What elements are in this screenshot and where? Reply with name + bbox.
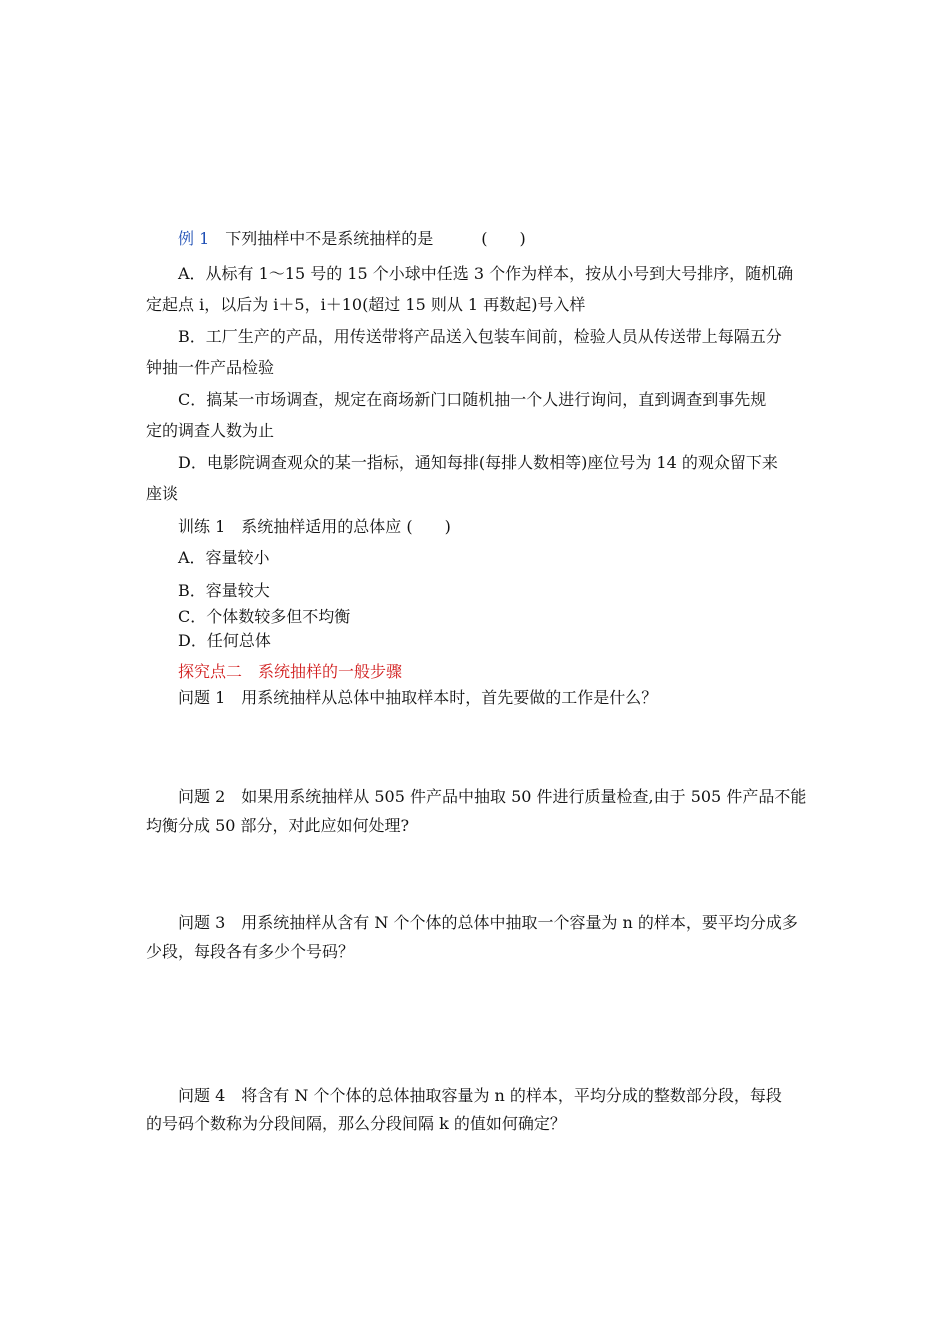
training1-label: 训练 1 [178,517,226,536]
example1-option-d-line2: 座谈 [146,484,179,503]
example1-option-a-line2: 定起点 i，以后为 i＋5，i＋10(超过 15 则从 1 再数起)号入样 [146,295,586,314]
section-label: 探究点二 [178,662,243,681]
training1-option-d: D．任何总体 [178,631,271,650]
training1-header [178,516,451,538]
question1 [178,687,657,709]
training1-stem: 系统抽样适用的总体应 ( ) [241,517,451,536]
example1-header [178,228,526,250]
training1-option-b: B．容量较大 [178,581,270,600]
question4-line2: 的号码个数称为分段间隔，那么分段间隔 k 的值如何确定？ [146,1114,566,1133]
question4-text: 将含有 N 个个体的总体抽取容量为 n 的样本，平均分成的整数部分段，每段 [241,1086,782,1105]
question4-line1 [178,1085,782,1107]
question2-line2: 均衡分成 50 部分，对此应如何处理? [146,816,410,835]
section-heading [178,661,402,683]
example1-label: 例 1 [178,229,210,248]
example1-option-b-line1: B．工厂生产的产品，用传送带将产品送入包装车间前，检验人员从传送带上每隔五分 [178,327,782,346]
example1-answer-paren: ( ) [481,229,526,248]
example1-option-c-line2: 定的调查人数为止 [146,421,275,440]
example1-stem: 下列抽样中不是系统抽样的是 [225,229,434,248]
question4-label: 问题 4 [178,1086,226,1105]
question2-text: 如果用系统抽样从 505 件产品中抽取 50 件进行质量检查,由于 505 件产品不能 [241,787,807,806]
question2-line1 [178,786,806,808]
training1-option-a: A．容量较小 [178,548,270,567]
question3-text: 用系统抽样从含有 N 个个体的总体中抽取一个容量为 n 的样本，要平均分成多 [241,913,798,932]
example1-option-c-line1: C．搞某一市场调查，规定在商场新门口随机抽一个人进行询问，直到调查到事先规 [178,390,767,409]
question1-label: 问题 1 [178,688,226,707]
question3-line1 [178,912,798,934]
question3-line2: 少段，每段各有多少个号码？ [146,942,355,961]
question1-text: 用系统抽样从总体中抽取样本时，首先要做的工作是什么？ [241,688,658,707]
example1-option-a-line1: A．从标有 1～15 号的 15 个小球中任选 3 个作为样本，按从小号到大号排序，随机确 [178,264,794,283]
training1-option-c: C．个体数较多但不均衡 [178,607,351,626]
question3-label: 问题 3 [178,913,226,932]
section-title: 系统抽样的一般步骤 [258,662,403,681]
example1-option-d-line1: D．电影院调查观众的某一指标，通知每排(每排人数相等)座位号为 14 的观众留下来 [178,453,778,472]
example1-option-b-line2: 钟抽一件产品检验 [146,358,275,377]
question2-label: 问题 2 [178,787,226,806]
